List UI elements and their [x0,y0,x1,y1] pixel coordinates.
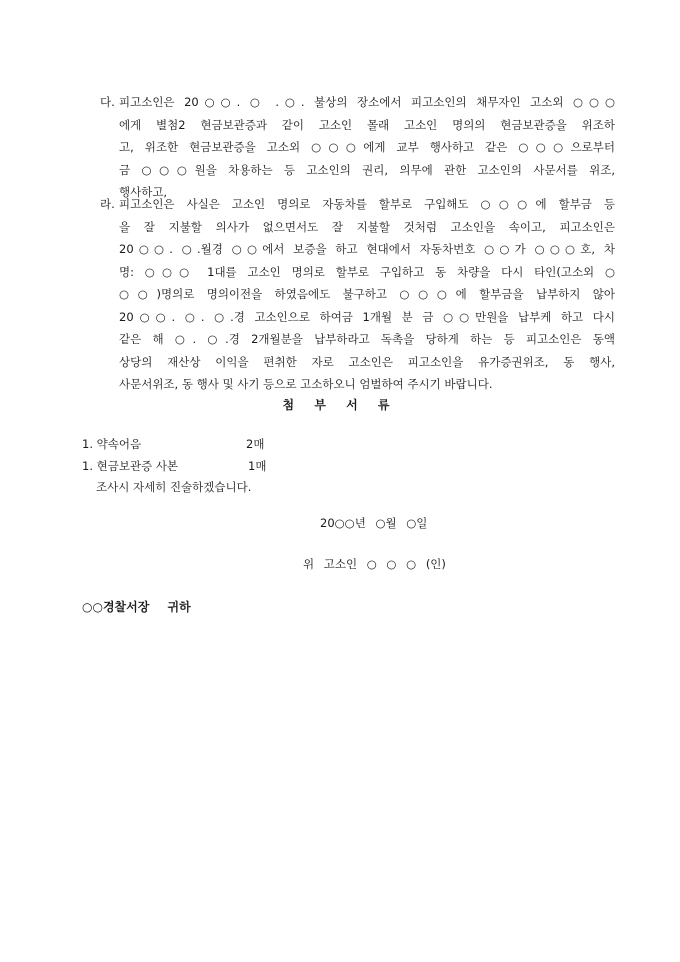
paragraph-line: 을 잘 지불할 의사가 없으면서도 잘 지불할 것처럼 고소인을 속이고, 피고소인은 [119,219,615,234]
paragraph-line: 20○○. ○. ○.경 고소인으로 하여금 1개월 분 금 ○○만원을 납부케 하고 다시 [119,309,615,324]
paragraph-da [100,91,615,204]
paragraph-line: 고, 위조한 현금보관증을 고소외 ○○○에게 교부 행사하고 같은 ○○○으로부터 [119,140,615,154]
paragraph-marker: 라. [100,197,115,211]
paragraph-line: ○○)명의로 명의이전을 하였음에도 불구하고 ○○○에 할부금을 납부하지 않아 [119,287,615,301]
attachment-item [82,457,267,475]
attachment-quantity: 1매 [248,459,267,473]
paragraph-line: 에게 별첨2 현금보관증과 같이 고소인 몰래 고소인 명의의 현금보관증을 위조하 [119,117,615,132]
paragraph-line: 피고소인은 사실은 고소인 명의로 자동차를 할부로 구입해도 ○○○에 할부금 등 [119,197,615,211]
paragraph-line: 행사하고, [119,185,168,199]
paragraph-line: 상당의 재산상 이익을 편취한 자로 고소인은 피고소인을 유가증권위조, 동 행사, [119,354,615,369]
attachment-label: 1. 현금보관증 사본 [82,459,179,473]
paragraph-ra [100,193,615,396]
paragraph-line: 명: ○○○ 1대를 고소인 명의로 할부로 구입하고 동 차량을 다시 타인(고소외 ○ [119,264,615,279]
paragraph-marker: 다. [100,95,115,109]
attachment-label: 1. 약속어음 [82,437,142,451]
attachment-item [82,435,265,453]
addressee: ○○경찰서장 귀하 [82,600,191,614]
paragraph-line: 피고소인은 20○○. ○ .○. 불상의 장소에서 피고소인의 채무자인 고소외 ○○○ [119,95,615,109]
paragraph-line: 20○○. ○.월경 ○○에서 보증을 하고 현대에서 자동차번호 ○○가 ○○○호, 차 [119,242,615,256]
paragraph-line: 같은 해 ○. ○.경 2개월분을 납부하라고 독촉을 당하게 하는 등 피고소인은 동액 [119,332,615,346]
closing-note: 조사시 자세히 진술하겠습니다. [96,480,252,494]
document-date: 20○○년 ○월 ○일 [320,516,428,530]
paragraph-line: 사문서위조, 동 행사 및 사기 등으로 고소하오니 엄벌하여 주시기 바랍니다. [119,377,493,391]
signer-line: 위 고소인 ○ ○ ○ (인) [303,557,446,571]
paragraph-line: 금 ○○○원을 차용하는 등 고소인의 권리, 의무에 관한 고소인의 사문서를 위조, [119,162,615,177]
attachment-quantity: 2매 [246,437,265,451]
attachments-heading: 첨 부 서 류 [282,398,398,412]
